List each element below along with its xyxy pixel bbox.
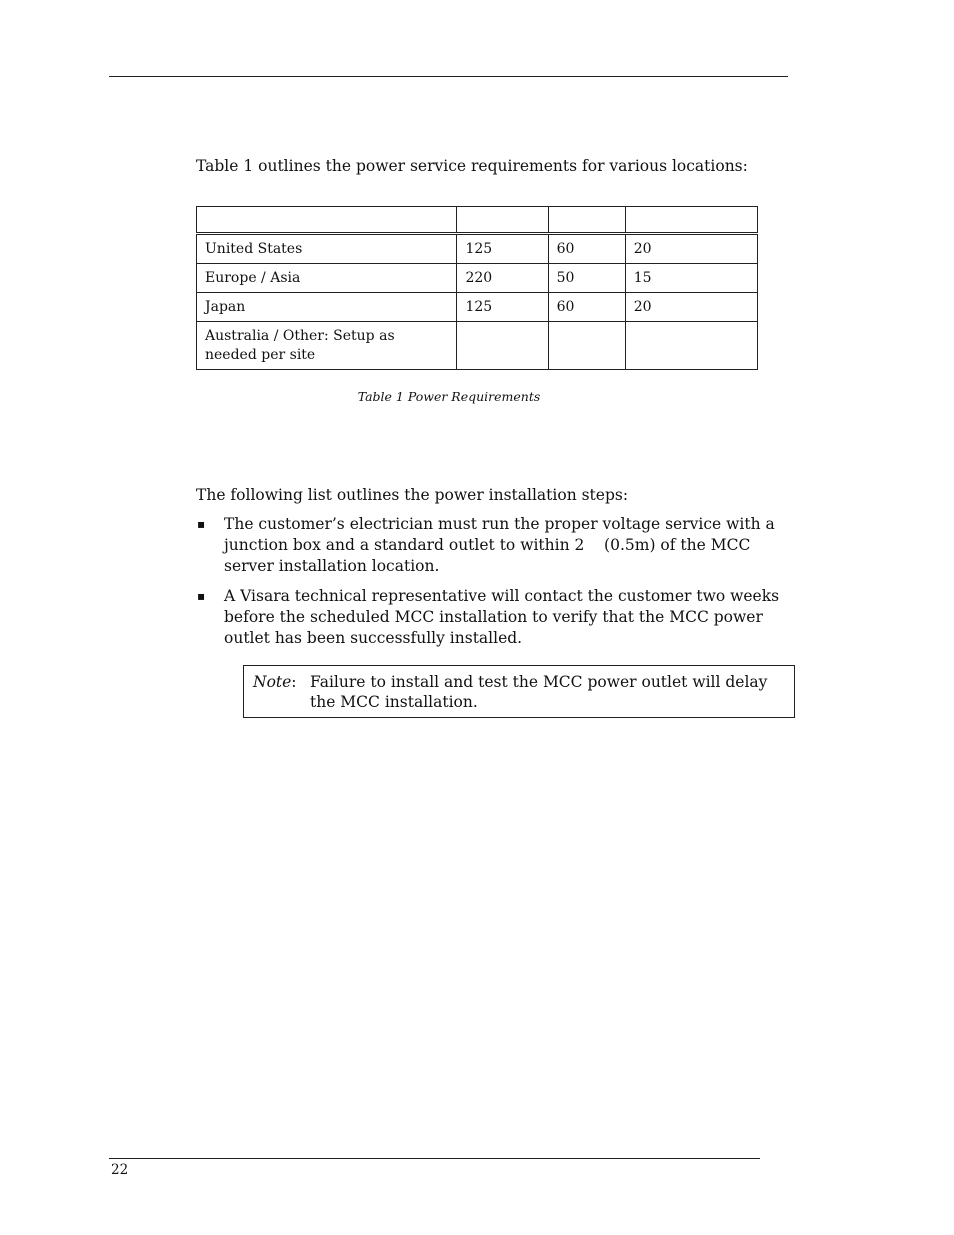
list-item: [196, 514, 796, 577]
list-item-text: The customer’s electrician must run the proper voltage service with a junction box and a standard outlet to within 2 (0.5m) of the MCC server installation location.: [224, 515, 780, 575]
note-label-word: Note: [253, 673, 292, 691]
table-cell: Europe / Asia: [197, 264, 457, 293]
table-header-row: [197, 207, 758, 234]
intro-paragraph: Table 1 outlines the power service requirements for various locations:: [196, 157, 748, 175]
square-bullet-icon: ▪: [197, 517, 206, 531]
table-cell: 125: [457, 293, 548, 322]
table-cell: 220: [457, 264, 548, 293]
table-cell: 60: [548, 293, 625, 322]
table-row: [197, 322, 758, 370]
table-cell: 20: [625, 234, 757, 264]
table-cell: 50: [548, 264, 625, 293]
table-row: [197, 293, 758, 322]
table-header-cell: [548, 207, 625, 234]
list-item: [196, 586, 796, 649]
header-rule: [109, 76, 788, 77]
table-cell: [625, 322, 757, 370]
table-row: [197, 234, 758, 264]
list-item-text: A Visara technical representative will contact the customer two weeks before the scheduled MCC installation to verify that the MCC power outlet has been successfully installed.: [224, 587, 780, 647]
table-cell: 60: [548, 234, 625, 264]
table-cell: [548, 322, 625, 370]
table-header-cell: [457, 207, 548, 234]
note-label: [253, 672, 310, 712]
steps-intro-paragraph: The following list outlines the power installation steps:: [196, 486, 629, 504]
square-bullet-icon: ▪: [197, 589, 206, 603]
table-header-cell: [625, 207, 757, 234]
table-cell: [457, 322, 548, 370]
table-cell: 20: [625, 293, 757, 322]
table-caption: Table 1 Power Requirements: [357, 389, 541, 404]
table-cell: 15: [625, 264, 757, 293]
table-cell: Japan: [197, 293, 457, 322]
table-header-cell: [197, 207, 457, 234]
table-row: [197, 264, 758, 293]
installation-steps-list: [196, 514, 796, 658]
table-cell: 125: [457, 234, 548, 264]
table-cell: United States: [197, 234, 457, 264]
table-cell: Australia / Other: Setup as needed per site: [197, 322, 457, 370]
page-number: 22: [111, 1162, 129, 1178]
note-label-colon: :: [291, 673, 297, 691]
power-requirements-table: [196, 206, 758, 370]
note-box: [243, 665, 795, 718]
footer-rule: [109, 1158, 760, 1159]
note-text: Failure to install and test the MCC power outlet will delay the MCC installation.: [310, 673, 768, 711]
